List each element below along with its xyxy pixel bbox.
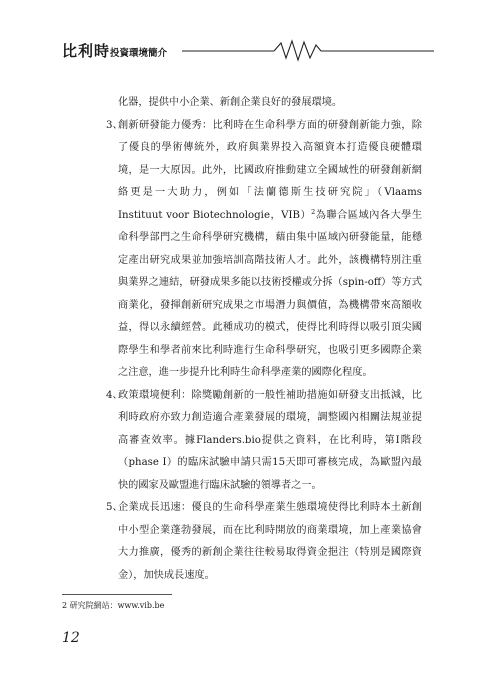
footnote-divider [62, 594, 172, 595]
header-title-sub: 投資環境簡介 [110, 48, 168, 59]
list-item-number: 4、 [106, 389, 123, 401]
list-item-text: 政策環境便利：除獎勵創新的一般性補助措施如研發支出抵減，比利時政府亦致力創造適合產業發展的環境，調整國內相關法規並提高審查效率。據Flanders.bio提供之資料，在比利時，第I階段（phase I）的臨床試驗申請只需15天即可審核完成，為歐盟內最快的國家及歐盟進行臨床試驗的領導者之一。 [118, 389, 422, 491]
list-item-5 [92, 497, 422, 587]
footnote-ref: 2 [311, 207, 316, 216]
footnote: 2 研究院網站：www.vib.be [62, 601, 165, 610]
list-item-3 [92, 115, 422, 385]
page-number: 12 [62, 630, 80, 646]
list-item-text: 企業成長迅速：優良的生命科學產業生態環境使得比利時本土新創中小型企業蓬勃發展，而在比利時開放的商業環境，加上產業協會大力推廣，優秀的新創企業往往較易取得資金挹注（特別是國際資金），加快成長速度。 [118, 502, 422, 581]
header-zigzag-rule [62, 36, 434, 66]
list-item-number: 5、 [106, 502, 123, 513]
header-title-main: 比利時 [62, 42, 111, 60]
list-item-number: 3、 [106, 119, 123, 131]
body-text [92, 92, 422, 587]
list-item-text-cont: 為聯合區域內各大學生命科學部門之生命科學研究機構，藉由集中區域內研發能量，能穩定產出研究成果並加強培訓高階技術人才。此外，該機構特別注重與業界之連結，研發成果多能以技術授權或分拆（spin-off）等方式商業化，發揮創新研究成果之市場潛力與價值，為機構帶來高額收益，得以永續經營。此種成功的模式，使得比利時得以吸引頂尖國際學生和學者前來比利時進行生命科學研究，也吸引更多國際企業之注意，進一步提升比利時生命科學產業的國際化程度。 [118, 209, 423, 378]
intro-continuation: 化器，提供中小企業、新創企業良好的發展環境。 [118, 97, 343, 108]
list-item-text: 創新研發能力優秀：比利時在生命科學方面的研發創新能力強，除了優良的學術傳統外，政府與業界投入高額資本打造優良硬體環境，是一大原因。此外，比國政府推動建立全國域性的研發創新網絡更是一大助力，例如「法蘭德斯生技研究院」（Vlaams Instituut voor Biotechnologie，VIB） [118, 119, 422, 221]
list-item-4 [92, 385, 422, 498]
running-header [62, 36, 434, 66]
